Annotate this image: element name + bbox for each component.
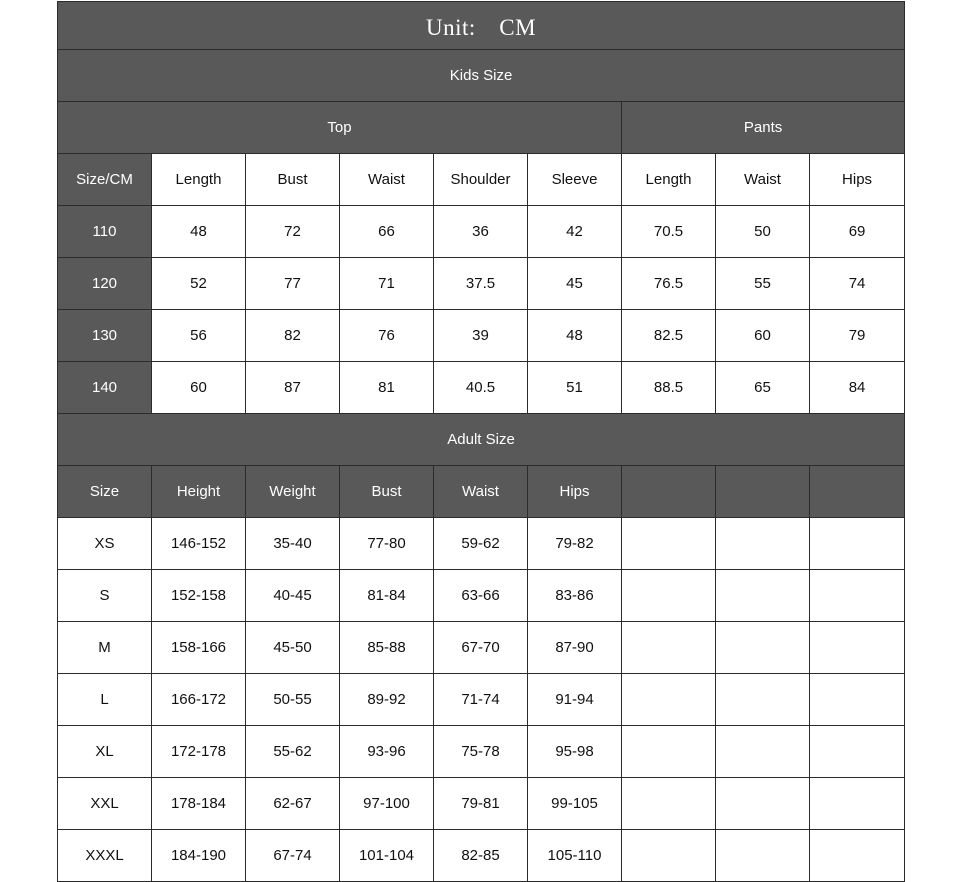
kids-table-cell: 72 — [246, 206, 340, 258]
adult-table-cell: 79-81 — [434, 778, 528, 830]
kids-table-cell: 70.5 — [622, 206, 716, 258]
adult-table-row — [58, 518, 905, 570]
adult-table-cell: 172-178 — [152, 726, 246, 778]
adult-table-cell: 146-152 — [152, 518, 246, 570]
adult-table-cell: 63-66 — [434, 570, 528, 622]
adult-table-cell: 166-172 — [152, 674, 246, 726]
adult-table-row — [58, 830, 905, 882]
kids-size-label: 140 — [58, 362, 152, 414]
kids-table-cell: 51 — [528, 362, 622, 414]
adult-title-row — [58, 414, 905, 466]
adult-table-cell — [716, 726, 810, 778]
unit-row — [58, 2, 905, 50]
kids-table-row — [58, 206, 905, 258]
kids-column-header: Waist — [340, 154, 434, 206]
adult-table-row — [58, 622, 905, 674]
adult-size-label: XS — [58, 518, 152, 570]
adult-table-cell — [622, 726, 716, 778]
adult-table-row — [58, 726, 905, 778]
adult-table-row — [58, 570, 905, 622]
kids-table-cell: 69 — [810, 206, 905, 258]
adult-table-cell — [810, 778, 905, 830]
adult-table-cell: 83-86 — [528, 570, 622, 622]
adult-table-cell: 79-82 — [528, 518, 622, 570]
adult-table-cell: 99-105 — [528, 778, 622, 830]
adult-table-cell: 97-100 — [340, 778, 434, 830]
kids-size-label: 130 — [58, 310, 152, 362]
kids-column-header: Waist — [716, 154, 810, 206]
adult-table-cell: 95-98 — [528, 726, 622, 778]
adult-table-cell — [622, 778, 716, 830]
adult-table-cell — [622, 570, 716, 622]
kids-column-header: Hips — [810, 154, 905, 206]
adult-table-cell: 93-96 — [340, 726, 434, 778]
kids-table-cell: 48 — [528, 310, 622, 362]
kids-size-column-header: Size/CM — [58, 154, 152, 206]
adult-table-row — [58, 674, 905, 726]
kids-table-cell: 66 — [340, 206, 434, 258]
kids-size-label: 110 — [58, 206, 152, 258]
kids-table-cell: 56 — [152, 310, 246, 362]
adult-table-cell: 85-88 — [340, 622, 434, 674]
kids-table-cell: 71 — [340, 258, 434, 310]
kids-table-cell: 42 — [528, 206, 622, 258]
adult-table-cell: 75-78 — [434, 726, 528, 778]
kids-column-header: Shoulder — [434, 154, 528, 206]
adult-column-header: Height — [152, 466, 246, 518]
adult-size-title: Adult Size — [58, 414, 905, 466]
kids-table-cell: 76.5 — [622, 258, 716, 310]
adult-column-header — [810, 466, 905, 518]
adult-table-cell: 67-74 — [246, 830, 340, 882]
kids-table-cell: 50 — [716, 206, 810, 258]
adult-table-cell: 62-67 — [246, 778, 340, 830]
adult-table-cell: 77-80 — [340, 518, 434, 570]
kids-table-row — [58, 258, 905, 310]
kids-table-row — [58, 362, 905, 414]
kids-group-pants: Pants — [622, 102, 905, 154]
adult-table-cell: 81-84 — [340, 570, 434, 622]
unit-label: Unit: CM — [58, 2, 905, 50]
kids-table-cell: 55 — [716, 258, 810, 310]
adult-column-header — [622, 466, 716, 518]
adult-table-cell: 89-92 — [340, 674, 434, 726]
kids-column-header: Length — [152, 154, 246, 206]
adult-table-cell: 35-40 — [246, 518, 340, 570]
kids-table-cell: 74 — [810, 258, 905, 310]
kids-table-cell: 65 — [716, 362, 810, 414]
size-chart-table — [57, 1, 905, 882]
kids-table-cell: 37.5 — [434, 258, 528, 310]
adult-table-cell — [810, 674, 905, 726]
adult-table-cell: 50-55 — [246, 674, 340, 726]
kids-table-cell: 52 — [152, 258, 246, 310]
kids-table-cell: 82 — [246, 310, 340, 362]
kids-size-label: 120 — [58, 258, 152, 310]
adult-table-cell: 59-62 — [434, 518, 528, 570]
kids-table-cell: 60 — [152, 362, 246, 414]
kids-title-row — [58, 50, 905, 102]
adult-table-cell: 82-85 — [434, 830, 528, 882]
kids-group-row — [58, 102, 905, 154]
kids-group-top: Top — [58, 102, 622, 154]
adult-table-row — [58, 778, 905, 830]
adult-table-cell — [622, 830, 716, 882]
adult-table-cell — [810, 622, 905, 674]
kids-table-cell: 48 — [152, 206, 246, 258]
adult-table-cell: 184-190 — [152, 830, 246, 882]
adult-table-cell: 55-62 — [246, 726, 340, 778]
adult-table-cell — [810, 830, 905, 882]
adult-table-cell: 178-184 — [152, 778, 246, 830]
adult-table-cell — [622, 674, 716, 726]
adult-table-cell — [716, 570, 810, 622]
kids-size-title: Kids Size — [58, 50, 905, 102]
adult-column-header: Hips — [528, 466, 622, 518]
kids-table-cell: 84 — [810, 362, 905, 414]
kids-column-header: Sleeve — [528, 154, 622, 206]
adult-table-cell: 67-70 — [434, 622, 528, 674]
kids-table-cell: 77 — [246, 258, 340, 310]
kids-column-header: Length — [622, 154, 716, 206]
kids-table-cell: 79 — [810, 310, 905, 362]
adult-column-header: Bust — [340, 466, 434, 518]
kids-table-cell: 36 — [434, 206, 528, 258]
adult-size-label: L — [58, 674, 152, 726]
kids-table-cell: 60 — [716, 310, 810, 362]
adult-size-label: XXL — [58, 778, 152, 830]
adult-header-row — [58, 466, 905, 518]
adult-table-cell — [716, 778, 810, 830]
adult-table-cell — [716, 518, 810, 570]
adult-table-cell: 87-90 — [528, 622, 622, 674]
adult-size-column-header: Size — [58, 466, 152, 518]
adult-table-cell: 101-104 — [340, 830, 434, 882]
adult-column-header: Weight — [246, 466, 340, 518]
size-chart-body — [58, 2, 905, 882]
kids-table-cell: 82.5 — [622, 310, 716, 362]
adult-table-cell — [810, 726, 905, 778]
adult-table-cell: 158-166 — [152, 622, 246, 674]
adult-table-cell: 45-50 — [246, 622, 340, 674]
kids-table-row — [58, 310, 905, 362]
adult-table-cell: 152-158 — [152, 570, 246, 622]
adult-column-header — [716, 466, 810, 518]
kids-table-cell: 81 — [340, 362, 434, 414]
adult-column-header: Waist — [434, 466, 528, 518]
adult-table-cell — [716, 674, 810, 726]
adult-size-label: XL — [58, 726, 152, 778]
adult-table-cell — [622, 622, 716, 674]
kids-header-row — [58, 154, 905, 206]
adult-table-cell: 40-45 — [246, 570, 340, 622]
adult-table-cell — [716, 830, 810, 882]
adult-table-cell — [810, 518, 905, 570]
adult-table-cell — [810, 570, 905, 622]
adult-table-cell: 71-74 — [434, 674, 528, 726]
adult-table-cell — [622, 518, 716, 570]
adult-size-label: M — [58, 622, 152, 674]
kids-column-header: Bust — [246, 154, 340, 206]
kids-table-cell: 87 — [246, 362, 340, 414]
adult-table-cell: 91-94 — [528, 674, 622, 726]
adult-size-label: XXXL — [58, 830, 152, 882]
adult-table-cell: 105-110 — [528, 830, 622, 882]
adult-size-label: S — [58, 570, 152, 622]
adult-table-cell — [716, 622, 810, 674]
kids-table-cell: 88.5 — [622, 362, 716, 414]
kids-table-cell: 76 — [340, 310, 434, 362]
kids-table-cell: 39 — [434, 310, 528, 362]
kids-table-cell: 45 — [528, 258, 622, 310]
kids-table-cell: 40.5 — [434, 362, 528, 414]
